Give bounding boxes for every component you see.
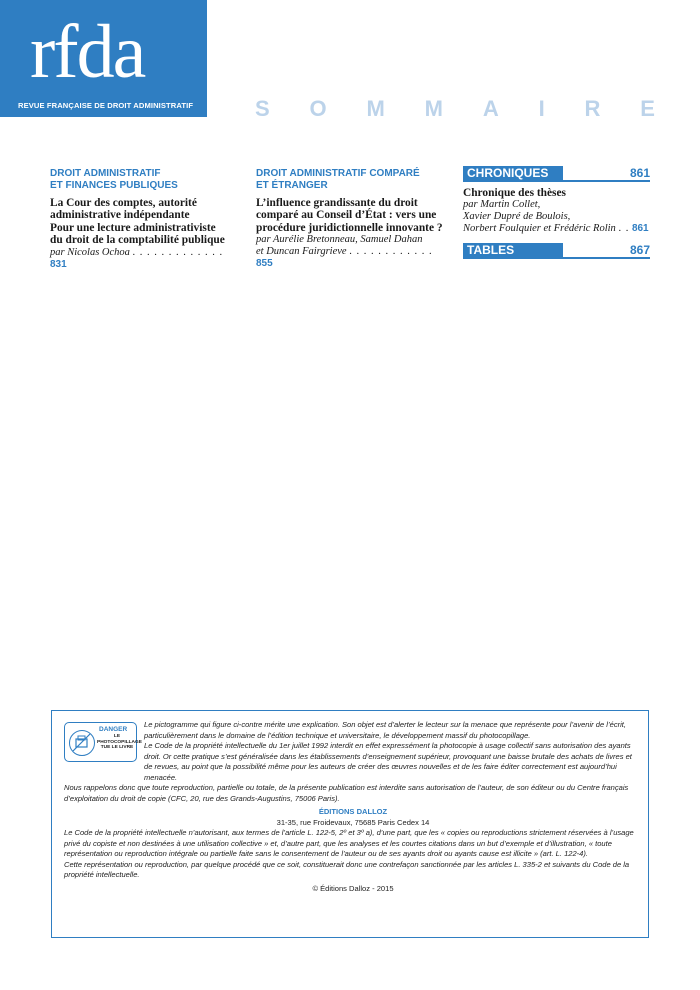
section-title: DROIT ADMINISTRATIF COMPARÉ ET ÉTRANGER xyxy=(256,168,420,191)
page-number[interactable]: 861 xyxy=(631,223,649,235)
toc-column-chroniques xyxy=(463,166,650,259)
sommaire-letter: M xyxy=(424,96,443,121)
danger-word: DANGER xyxy=(99,726,128,733)
sommaire-letter: M xyxy=(366,96,385,121)
legal-text xyxy=(64,720,642,894)
toc-column-finances xyxy=(50,168,240,271)
tables-header[interactable] xyxy=(463,243,650,259)
page-number[interactable]: 861 xyxy=(629,166,650,180)
publisher-name: ÉDITIONS DALLOZ xyxy=(318,807,388,816)
page-number[interactable]: 867 xyxy=(629,243,650,258)
sommaire-letter: S xyxy=(255,96,270,121)
danger-subtitle: LE PHOTOCOPILLAGE TUE LE LIVRE xyxy=(97,734,142,751)
copyright: © Éditions Dalloz - 2015 xyxy=(312,883,394,893)
article-title[interactable]: La Cour des comptes, autorité administrative indépendante Pour une lecture administrativiste du droit de la comptabilité publique xyxy=(50,197,225,247)
legal-paragraph: Nous rappelons donc que toute reproduction, partielle ou totale, de la présente publication est interdite sans autorisation de l’auteur, de son éditeur ou du Centre français d’exploitation du droit de copie (CFC, 20, rue des Grands-Augustins, 75006 Paris). xyxy=(64,783,629,803)
logo-text: rfda xyxy=(30,10,145,94)
page-number[interactable]: 855 xyxy=(256,258,273,270)
sommaire-letter: E xyxy=(640,96,655,121)
toc-column-compare xyxy=(256,168,448,270)
article-title[interactable]: L’influence grandissante du droit comparé au Conseil d’État : vers une procédure juridictionnelle innovante ? xyxy=(256,197,443,234)
legal-paragraph: Le Code de la propriété intellectuelle n’autorisant, aux termes de l’article L. 122-5, 2º et 3º a), d’une part, que les « copies ou reproductions strictement réservées à l’usage privé du copiste et non destinées à une utilisation collective » et, d’autre part, que les analyses et les courtes citations dans un but d’exemple et d’illustration, « toute représentation ou reproduction intégrale ou partielle faite sans le consentement de l’auteur ou de ses ayants droit ou ayants cause est illicite » (art. L. 122-4). xyxy=(64,828,634,858)
sommaire-letter: I xyxy=(538,96,545,121)
legal-paragraph: Le Code de la propriété intellectuelle du 1er juillet 1992 interdit en effet expressément la photocopie à usage collectif sans autorisation des ayants droit. Or cette pratique s’est généralisée dans les établissements d’enseignement supérieur, provoquant une baisse brutale des achats de livres et de revues, au point que la possibilité même pour les auteurs de créer des œuvres nouvelles et de les faire éditer correctement est aujourd’hui menacée. xyxy=(144,741,632,782)
page-number[interactable]: 831 xyxy=(50,258,67,270)
article-byline: par Nicolas Ochoa . . . . . . . . . . . . . 831 xyxy=(50,246,224,270)
sommaire-heading xyxy=(255,96,655,122)
journal-subtitle: REVUE FRANÇAISE DE DROIT ADMINISTRATIF xyxy=(18,101,194,110)
article-byline: par Aurélie Bretonneau, Samuel Dahan et Duncan Fairgrieve . . . . . . . . . . . . 855 xyxy=(256,234,433,270)
publisher-address: 31-35, rue Froidevaux, 75685 Paris Cedex 14 xyxy=(276,817,430,827)
section-title: DROIT ADMINISTRATIF ET FINANCES PUBLIQUES xyxy=(50,168,178,191)
sommaire-letter: O xyxy=(309,96,327,121)
sommaire-letter: R xyxy=(584,96,601,121)
sommaire-letter: A xyxy=(482,96,499,121)
chroniques-header[interactable] xyxy=(463,166,650,182)
chroniques-label: CHRONIQUES xyxy=(463,166,563,180)
article-byline: par Martin Collet, Xavier Dupré de Boulois, Norbert Foulquier et Frédéric Rolin . . 861 xyxy=(463,199,649,235)
legal-paragraph: Le pictogramme qui figure ci-contre mérite une explication. Son objet est d’alerter le lecteur sur la menace que représente pour l’avenir de l’écrit, particulièrement dans le domaine de l’édition technique et universitaire, le développement massif du photocopillage. xyxy=(144,720,626,740)
legal-paragraph: Cette représentation ou reproduction, par quelque procédé que ce soit, constituerait donc une contrefaçon sanctionnée par les articles L. 335-2 et suivants du Code de la propriété intellectuelle. xyxy=(64,859,630,879)
tables-label: TABLES xyxy=(463,243,563,257)
article-title[interactable]: Chronique des thèses xyxy=(463,187,566,199)
